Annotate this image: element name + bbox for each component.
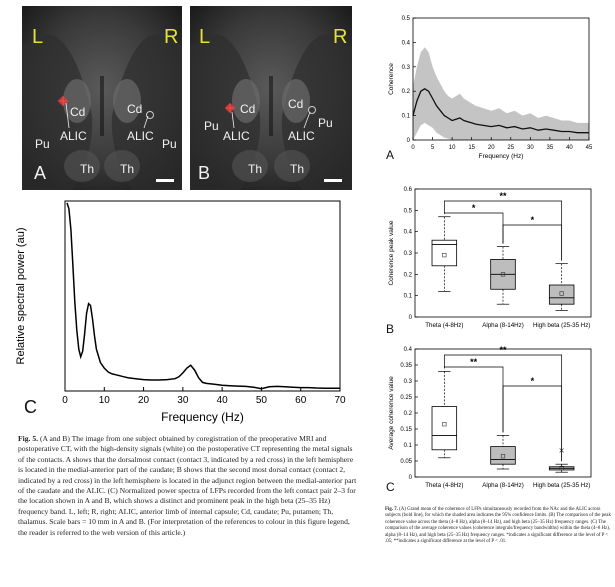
y-tick-label: 0.25 bbox=[400, 395, 412, 401]
pu-label-right-a: Pu bbox=[162, 137, 177, 151]
cd-label-left-b: Cd bbox=[240, 102, 256, 116]
category-label: Theta (4-8Hz) bbox=[425, 322, 464, 329]
y-axis-label: Coherence bbox=[388, 63, 395, 95]
figure7-caption-head: Fig. 7. bbox=[385, 507, 398, 512]
x-tick-label: 20 bbox=[487, 145, 495, 151]
y-tick-label: 0.1 bbox=[401, 113, 410, 120]
x-tick-label: 40 bbox=[566, 145, 573, 151]
panel-letter-5a: A bbox=[34, 163, 47, 183]
y-tick-label: 0.3 bbox=[401, 64, 410, 71]
x-tick-label: 40 bbox=[216, 395, 228, 406]
cd-label-right-a: Cd bbox=[127, 102, 143, 116]
x-tick-label: 30 bbox=[177, 395, 189, 406]
alic-label-left-b: ALIC bbox=[223, 129, 250, 143]
right-side-label-a: R bbox=[164, 26, 179, 48]
y-tick-label: 0.05 bbox=[400, 459, 412, 465]
mri-panel-b bbox=[190, 6, 352, 190]
y-tick-label: 0.4 bbox=[401, 40, 410, 47]
y-tick-label: 0.5 bbox=[403, 208, 412, 215]
cd-label-left-a: Cd bbox=[70, 105, 86, 119]
x-axis-label: Frequency (Hz) bbox=[161, 410, 244, 424]
y-tick-label: 0.3 bbox=[403, 379, 412, 385]
y-tick-label: 0.3 bbox=[403, 251, 412, 257]
alic-label-right-a: ALIC bbox=[127, 129, 154, 143]
significance-marker: ** bbox=[499, 191, 507, 201]
box bbox=[491, 447, 516, 465]
significance-bracket bbox=[444, 213, 503, 244]
chart-fig7b bbox=[385, 183, 597, 338]
left-side-label-b: L bbox=[199, 26, 211, 48]
plot-frame bbox=[65, 201, 340, 391]
y-tick-label: 0.35 bbox=[400, 363, 412, 369]
alic-label-left-a: ALIC bbox=[60, 129, 87, 143]
panel-letter-7c: C bbox=[386, 480, 395, 494]
left-side-label-a: L bbox=[32, 26, 44, 48]
category-label: High beta (25-35 Hz) bbox=[532, 322, 591, 329]
panel-letter-5b: B bbox=[198, 163, 211, 183]
y-tick-label: 0.2 bbox=[401, 89, 410, 96]
significance-marker: * bbox=[530, 376, 535, 386]
chart-fig5c bbox=[10, 195, 360, 427]
y-tick-label: 0.2 bbox=[403, 411, 412, 417]
y-axis-label: Coherence peak value bbox=[388, 220, 395, 286]
significance-marker: ** bbox=[470, 357, 478, 367]
x-tick-label: 50 bbox=[255, 395, 267, 406]
chart-fig7a bbox=[385, 8, 597, 168]
box bbox=[432, 407, 457, 450]
y-tick-label: 0 bbox=[408, 475, 412, 481]
leader-lines-b bbox=[190, 6, 352, 190]
figure5-caption bbox=[18, 434, 358, 538]
significance-marker: * bbox=[471, 203, 476, 213]
panel-letter-7a: A bbox=[386, 148, 395, 162]
th-label-right-b: Th bbox=[290, 162, 305, 176]
cd-label-right-b: Cd bbox=[288, 97, 304, 111]
scale-bar-b bbox=[324, 179, 342, 182]
y-tick-label: 0 bbox=[406, 138, 410, 144]
x-tick-label: 5 bbox=[430, 145, 435, 151]
y-tick-label: 0.15 bbox=[400, 427, 412, 433]
y-tick-label: 0.6 bbox=[403, 187, 412, 193]
th-label-left-b: Th bbox=[248, 162, 263, 176]
y-tick-label: 0 bbox=[408, 315, 412, 321]
y-tick-label: 0.4 bbox=[403, 229, 412, 236]
y-tick-label: 0.1 bbox=[403, 443, 412, 449]
panel-letter-7b: B bbox=[386, 322, 395, 336]
figure5-caption-head: Fig. 5. bbox=[18, 434, 39, 443]
alic-label-right-b: ALIC bbox=[288, 129, 315, 143]
x-tick-label: 10 bbox=[98, 395, 110, 406]
x-tick-label: 20 bbox=[138, 395, 150, 406]
right-side-label-b: R bbox=[333, 26, 348, 48]
significance-bracket bbox=[503, 225, 562, 261]
x-tick-label: 15 bbox=[468, 145, 476, 151]
pu-label-right-b: Pu bbox=[318, 116, 333, 130]
scale-bar-a bbox=[156, 179, 174, 182]
x-tick-label: 10 bbox=[448, 145, 456, 151]
x-tick-label: 60 bbox=[295, 395, 307, 406]
y-axis-label: Relative spectral power (au) bbox=[15, 227, 27, 365]
x-tick-label: 70 bbox=[334, 395, 346, 406]
y-tick-label: 0.4 bbox=[403, 347, 412, 353]
th-label-left-a: Th bbox=[80, 162, 95, 176]
category-label: Theta (4-8Hz) bbox=[425, 482, 464, 489]
x-tick-label: 0 bbox=[62, 395, 68, 406]
category-label: Alpha (8-14Hz) bbox=[482, 322, 524, 329]
x-axis-label: Frequency (Hz) bbox=[478, 153, 524, 160]
figure5-caption-body: (A and B) The image from one subject obtained by coregistration of the preoperative MRI and postoperative CT, with the high-density signals (white) on the postoperative CT representing the metal signals of the contacts. A shows that the dorsalmost contact (contact 3, indicated by a red cross) in the left hemisphere is located in the medial-anterior part of the caudate; B shows that the second most dorsal contact (contact 2, indicated by a red cross) in the left hemisphere is located in the adjunct region between the medial-anterior part of the caudate and the ALIC. (C) Normalized power spectra of LFPs recorded from the left contact pair 2–3 for the location shown in A and B, which shows a distinct and prominent peak in the high beta (25–35 Hz) frequency band. L, left; R, right; ALIC, anterior limb of internal capsule; Cd, caudate; Pu, putamen; Th, thalamus. Scale bars = 10 mm in A and B. (For interpretation of the references to colour in this figure legend, the reader is referred to the web version of this article.) bbox=[18, 434, 357, 537]
mri-panel-a bbox=[22, 6, 182, 190]
significance-marker: * bbox=[530, 215, 535, 225]
category-label: High beta (25-35 Hz) bbox=[532, 482, 591, 489]
x-tick-label: 45 bbox=[585, 145, 593, 151]
spectral-power-line bbox=[67, 203, 340, 389]
y-tick-label: 0.1 bbox=[403, 293, 412, 300]
category-label: Alpha (8-14Hz) bbox=[482, 482, 524, 489]
y-tick-label: 0.5 bbox=[401, 16, 410, 22]
box bbox=[549, 285, 574, 304]
x-tick-label: 0 bbox=[411, 145, 415, 151]
x-tick-label: 30 bbox=[526, 145, 534, 151]
y-axis-label: Average coherence value bbox=[388, 376, 395, 450]
y-tick-label: 0.2 bbox=[403, 272, 412, 279]
figure7-caption-body: (A) Grand mean of the coherence of LFPs simultaneously recorded from the NAc and the ALIC across subjects (bold line), for which the shaded area indicates the 95% confidence limits. (B) The comparison of the peak coherence value across the theta (4–8 Hz), alpha (8–14 Hz), and high beta (25–35 Hz) frequency ranges. (C) The comparison of the average coherence values (coherence integrals/frequency bandwidths) within the theta (4–8 Hz), alpha (8–14 Hz), and high beta (25–35 Hz) frequency ranges. *indicates a significant difference at the level of P < .05; **indicates a significant difference at the level of P < .01. bbox=[385, 507, 611, 545]
figure7-caption bbox=[385, 507, 611, 545]
significance-marker: ** bbox=[499, 345, 507, 355]
chart-fig7c bbox=[385, 343, 597, 498]
x-tick-label: 25 bbox=[507, 145, 515, 151]
pu-label-left-a: Pu bbox=[35, 137, 50, 151]
pu-label-left-b: Pu bbox=[204, 119, 219, 133]
th-label-right-a: Th bbox=[120, 162, 135, 176]
panel-letter-5c: C bbox=[24, 397, 37, 417]
x-tick-label: 35 bbox=[546, 145, 554, 151]
